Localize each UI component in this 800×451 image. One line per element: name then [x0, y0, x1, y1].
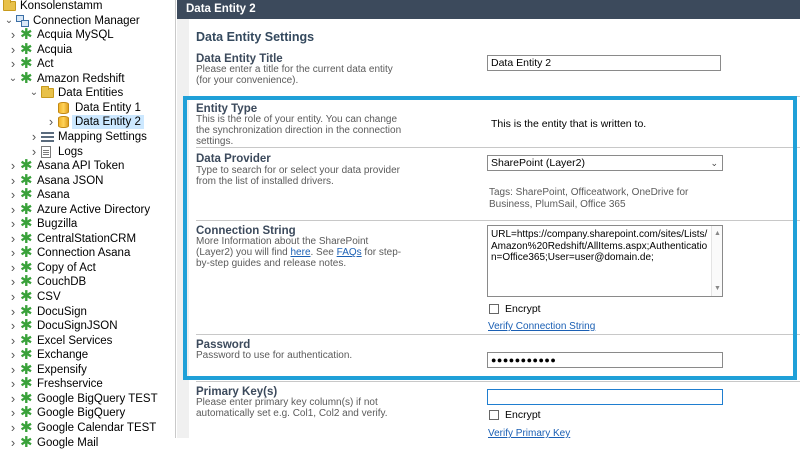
mapping-icon [41, 132, 54, 142]
chevron-right-icon[interactable]: › [10, 347, 16, 363]
tree-item[interactable] [0, 115, 176, 129]
navigation-tree [0, 0, 176, 451]
connector-gear-icon: ✱ [20, 317, 33, 335]
connection-string-desc [196, 236, 403, 269]
connector-gear-icon: ✱ [20, 418, 33, 436]
tree-item[interactable] [0, 0, 176, 13]
connector-gear-icon: ✱ [20, 273, 33, 291]
password-label: Password [196, 339, 251, 351]
password-desc: Password to use for authentication. [196, 350, 353, 361]
tree-item[interactable] [0, 433, 176, 451]
panel-title: Data Entity 2 [186, 3, 256, 15]
tree-item-label: Exchange [37, 349, 89, 362]
chevron-right-icon[interactable]: › [10, 187, 16, 203]
password-input[interactable]: ●●●●●●●●●●● [487, 352, 723, 368]
here-link[interactable]: here [290, 247, 311, 258]
tree-item-label: Bugzilla [37, 218, 78, 231]
tree-item-label: CSV [37, 291, 61, 303]
chevron-down-icon[interactable]: ⌄ [8, 72, 18, 84]
chevron-right-icon[interactable]: › [10, 230, 16, 246]
tree-item-label: Asana [37, 189, 70, 202]
folder-icon [3, 1, 16, 11]
chevron-right-icon[interactable]: › [10, 376, 16, 392]
connector-gear-icon: ✱ [20, 258, 33, 276]
tree-item[interactable] [0, 28, 176, 42]
connector-gear-icon: ✱ [20, 244, 33, 262]
connector-gear-icon: ✱ [20, 157, 33, 175]
panel-gutter [177, 19, 189, 438]
chevron-right-icon[interactable]: › [31, 128, 37, 144]
tree-item-label: Freshservice [37, 378, 103, 391]
data-provider-label: Data Provider [196, 153, 271, 165]
chevron-right-icon[interactable]: › [10, 390, 16, 406]
scroll-up-icon[interactable]: ▲ [714, 230, 721, 237]
tree-item-label: Google Calendar TEST [37, 421, 157, 434]
separator [196, 381, 800, 382]
tree-item-label: Copy of Act [37, 261, 96, 274]
data-provider-select[interactable] [487, 155, 723, 171]
connection-encrypt-checkbox[interactable] [489, 304, 499, 314]
separator [196, 147, 800, 148]
tree-item-label: Acquia [37, 43, 73, 56]
chevron-right-icon[interactable]: › [10, 158, 16, 174]
connector-gear-icon: ✱ [20, 433, 33, 451]
tree-item[interactable] [0, 130, 176, 144]
tree-item-label: Expensify [37, 363, 87, 376]
faqs-link[interactable]: FAQs [336, 247, 362, 258]
tree-item-label: Data Entity 1 [75, 101, 141, 114]
tree-item-label: Google BigQuery [37, 407, 126, 420]
chevron-right-icon[interactable]: › [48, 114, 54, 130]
connector-gear-icon: ✱ [20, 346, 33, 364]
connection-string-textarea[interactable] [487, 225, 723, 297]
connection-string-value: URL=https://company.sharepoint.com/sites/Lists/Amazon%20Redshift/AllItems.aspx;Authentication=Office365;User=user@domain.de; [491, 229, 708, 263]
connector-gear-icon: ✱ [20, 186, 33, 204]
chevron-right-icon[interactable]: › [10, 332, 16, 348]
log-icon [41, 146, 51, 158]
separator [196, 334, 800, 335]
connector-gear-icon: ✱ [20, 404, 33, 422]
tree-item-label: Asana JSON [37, 174, 104, 187]
connector-gear-icon: ✱ [20, 331, 33, 349]
connector-gear-icon: ✱ [20, 288, 33, 305]
connection-string-desc-text: for step-by-step guides and release notes. [196, 247, 402, 269]
tree-item[interactable] [0, 319, 176, 333]
tree-item-label: Connection Manager [33, 14, 140, 27]
connection-string-desc-text: More Information about the SharePoint (Layer2) you will find [196, 236, 369, 258]
tree-item[interactable] [0, 418, 176, 436]
chevron-down-icon[interactable]: ⌄ [4, 14, 14, 26]
chevron-down-icon[interactable]: ⌄ [710, 158, 718, 168]
chevron-right-icon[interactable]: › [10, 56, 16, 72]
tree-item-label: Act [37, 58, 54, 71]
verify-connection-link[interactable]: Verify Connection String [488, 321, 596, 332]
chevron-right-icon[interactable]: › [10, 27, 16, 43]
chevron-right-icon[interactable]: › [10, 245, 16, 261]
primary-keys-label: Primary Key(s) [196, 386, 278, 398]
tree-item-label: Excel Services [37, 334, 113, 347]
connector-gear-icon: ✱ [20, 302, 33, 320]
database-icon [58, 116, 69, 128]
tree-item-label: Amazon Redshift [37, 72, 125, 85]
primary-encrypt-label: Encrypt [505, 409, 541, 421]
section-title: Data Entity Settings [196, 30, 315, 44]
chevron-right-icon[interactable]: › [10, 419, 16, 435]
tree-item-label: Acquia MySQL [37, 29, 114, 42]
primary-encrypt-checkbox[interactable] [489, 410, 499, 420]
textarea-scrollbar[interactable] [711, 226, 722, 296]
entity-title-label: Data Entity Title [196, 53, 283, 65]
tree-item-label: Google BigQuery TEST [37, 392, 158, 405]
entity-type-value: This is the entity that is written to. [491, 118, 647, 130]
chevron-right-icon[interactable]: › [10, 41, 16, 57]
panel-titlebar [177, 0, 800, 19]
tree-item-label: DocuSign [37, 305, 87, 318]
tree-item-label: Asana API Token [37, 160, 125, 173]
data-provider-value: SharePoint (Layer2) [491, 157, 585, 169]
entity-type-label: Entity Type [196, 103, 258, 115]
tree-item[interactable] [0, 159, 176, 173]
folder-icon [41, 88, 54, 98]
connector-gear-icon: ✱ [20, 200, 33, 218]
tree-item-label: Connection Asana [37, 247, 131, 260]
connection-string-desc-text: . See [310, 247, 337, 258]
separator [196, 96, 800, 97]
tree-item-label: DocuSignJSON [37, 320, 118, 333]
data-provider-tags: Tags: SharePoint, Officeatwork, OneDrive for Business, PlumSail, Office 365 [489, 187, 689, 210]
chevron-right-icon[interactable]: › [10, 405, 16, 421]
tree-item[interactable] [0, 290, 176, 304]
chevron-right-icon[interactable]: › [31, 143, 37, 159]
entity-type-desc: This is the role of your entity. You can change the synchronization direction in the connection settings. [196, 114, 402, 147]
tree-item-label: Logs [58, 145, 83, 158]
tree-item-label: Konsolenstamm [20, 0, 103, 12]
connector-gear-icon: ✱ [20, 26, 33, 44]
tree-item[interactable] [0, 101, 176, 115]
connector-gear-icon: ✱ [20, 69, 33, 87]
connector-gear-icon: ✱ [20, 215, 33, 233]
tree-item-label: CentralStationCRM [37, 232, 137, 245]
chevron-right-icon[interactable]: › [10, 172, 16, 188]
chevron-right-icon[interactable]: › [10, 216, 16, 232]
chevron-right-icon[interactable]: › [10, 289, 16, 304]
tree-item[interactable] [0, 86, 176, 100]
connector-gear-icon: ✱ [20, 389, 33, 407]
scroll-down-icon[interactable]: ▼ [714, 284, 721, 292]
tree-item-label: CouchDB [37, 276, 87, 289]
chevron-right-icon[interactable]: › [10, 434, 16, 450]
tree-item[interactable] [0, 69, 176, 87]
connector-gear-icon: ✱ [20, 171, 33, 189]
tree-item-label: Google Mail [37, 436, 99, 449]
chevron-right-icon[interactable]: › [10, 274, 16, 290]
chevron-right-icon[interactable]: › [10, 318, 16, 334]
entity-title-input[interactable]: Data Entity 2 [487, 55, 721, 71]
verify-primary-key-link[interactable]: Verify Primary Key [488, 428, 571, 439]
tree-item-label: Data Entities [58, 87, 124, 100]
entity-title-desc: Please enter a title for the current data entity (for your convenience). [196, 64, 393, 86]
connector-gear-icon: ✱ [20, 229, 33, 247]
tree-item-label: Azure Active Directory [37, 203, 151, 216]
chevron-right-icon[interactable]: › [10, 201, 16, 217]
connector-gear-icon: ✱ [20, 360, 33, 378]
chevron-right-icon[interactable]: › [10, 361, 16, 377]
chevron-right-icon[interactable]: › [10, 259, 16, 275]
data-provider-desc: Type to search for or select your data provider from the list of installed drivers. [196, 165, 400, 187]
chevron-right-icon[interactable]: › [10, 303, 16, 319]
connector-gear-icon: ✱ [20, 375, 33, 393]
connector-gear-icon: ✱ [20, 55, 33, 73]
connection-encrypt-label: Encrypt [505, 303, 541, 315]
primary-keys-input[interactable] [487, 389, 723, 405]
connection-string-label: Connection String [196, 225, 296, 237]
primary-keys-desc: Please enter primary key column(s) if not automatically set e.g. Col1, Col2 and verify. [196, 397, 388, 419]
tree-item-label: Mapping Settings [58, 130, 147, 143]
chevron-down-icon[interactable]: ⌄ [29, 87, 39, 99]
separator [196, 220, 800, 221]
connector-gear-icon: ✱ [20, 40, 33, 58]
tree-item-label: Data Entity 2 [72, 115, 144, 129]
database-icon [58, 102, 69, 114]
